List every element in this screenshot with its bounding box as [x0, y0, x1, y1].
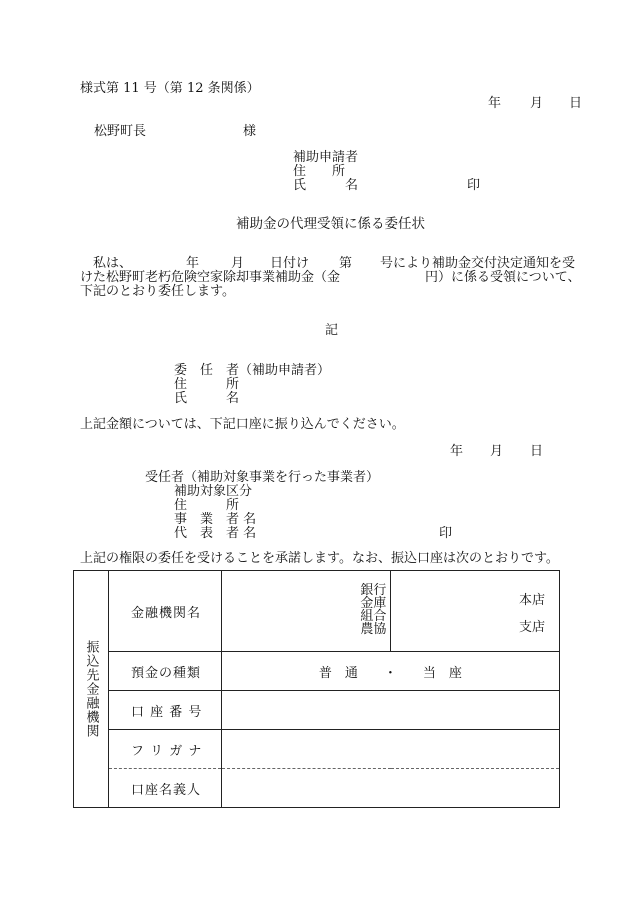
delegate-title: 受任者（補助対象事業を行った事業者）: [145, 470, 380, 485]
transfer-instruction: 上記金額については、下記口座に振り込んでください。: [80, 417, 405, 432]
body-line3: 下記のとおり委任します。: [80, 284, 235, 299]
date-bottom-day: 日: [530, 444, 544, 459]
applicant-seal: 印: [467, 178, 481, 193]
applicant-name-label: 氏 名: [293, 178, 359, 193]
account-number-label: 口 座 番 号: [108, 691, 221, 730]
applicant-address-label: 住 所: [293, 164, 346, 179]
delegator-title: 委 任 者（補助申請者）: [174, 363, 331, 378]
account-number-row: [74, 691, 560, 730]
bank-type: 農協: [360, 622, 387, 637]
branch-cell[interactable]: [391, 571, 560, 652]
furigana-label: フ リ ガ ナ: [108, 730, 221, 769]
date-bottom-month: 月: [490, 444, 504, 459]
body-year: 年: [186, 256, 200, 271]
date-bottom-year: 年: [450, 444, 464, 459]
bank-type: 組合: [360, 609, 387, 624]
body-month: 月: [231, 256, 245, 271]
body-line2-start: けた松野町老朽危険空家除却事業補助金（金: [80, 270, 341, 285]
institution-label: 金融機関名: [108, 571, 221, 652]
delegate-address-label: 住 所: [174, 498, 240, 513]
body-line1-end: 号により補助金交付決定通知を受: [380, 256, 576, 271]
side-label: 振込先金融機関: [74, 571, 109, 808]
holder-label: 口座名義人: [108, 769, 221, 808]
date-top-month: 月: [530, 96, 544, 111]
deposit-options[interactable]: 普 通 ・ 当 座: [221, 652, 559, 691]
branch-main: 本店: [518, 593, 545, 608]
account-table: [73, 570, 560, 808]
holder-row: [74, 769, 560, 808]
delegate-business-label: 事 業 者 名: [174, 512, 257, 527]
delegator-address-label: 住 所: [174, 377, 240, 392]
body-no-prefix: 第: [339, 256, 353, 271]
body-day: 日付け: [270, 256, 310, 271]
body-line2-end: 円）に係る受領について、: [425, 270, 581, 285]
date-top-year: 年: [488, 96, 502, 111]
institution-row: [74, 571, 560, 652]
addressee-honorific: 様: [243, 124, 257, 139]
deposit-type-row: [74, 652, 560, 691]
institution-name-cell[interactable]: [221, 571, 391, 652]
delegator-name-label: 氏 名: [174, 391, 240, 406]
furigana-field[interactable]: [221, 730, 559, 769]
ki-heading: 記: [325, 323, 339, 338]
date-top-day: 日: [569, 96, 583, 111]
acceptance-text: 上記の権限の委任を受けることを承諾します。なお、振込口座は次のとおりです。: [80, 551, 559, 566]
bank-types: [360, 584, 386, 636]
bank-type: 銀行: [360, 583, 387, 598]
holder-field[interactable]: [221, 769, 559, 808]
furigana-row: [74, 730, 560, 769]
delegate-category-label: 補助対象区分: [174, 484, 253, 499]
document-title: 補助金の代理受領に係る委任状: [236, 216, 425, 232]
deposit-type-label: 預金の種類: [108, 652, 221, 691]
delegate-rep-label: 代 表 者 名: [174, 526, 257, 541]
applicant-title: 補助申請者: [293, 150, 359, 165]
body-p1: 私は、: [93, 256, 133, 271]
account-number-field[interactable]: [221, 691, 559, 730]
branch-sub: 支店: [518, 620, 545, 635]
delegate-seal: 印: [439, 526, 453, 541]
form-number: 様式第 11 号（第 12 条関係）: [80, 81, 260, 96]
bank-type: 金庫: [360, 596, 387, 611]
addressee-name: 松野町長: [94, 124, 147, 139]
